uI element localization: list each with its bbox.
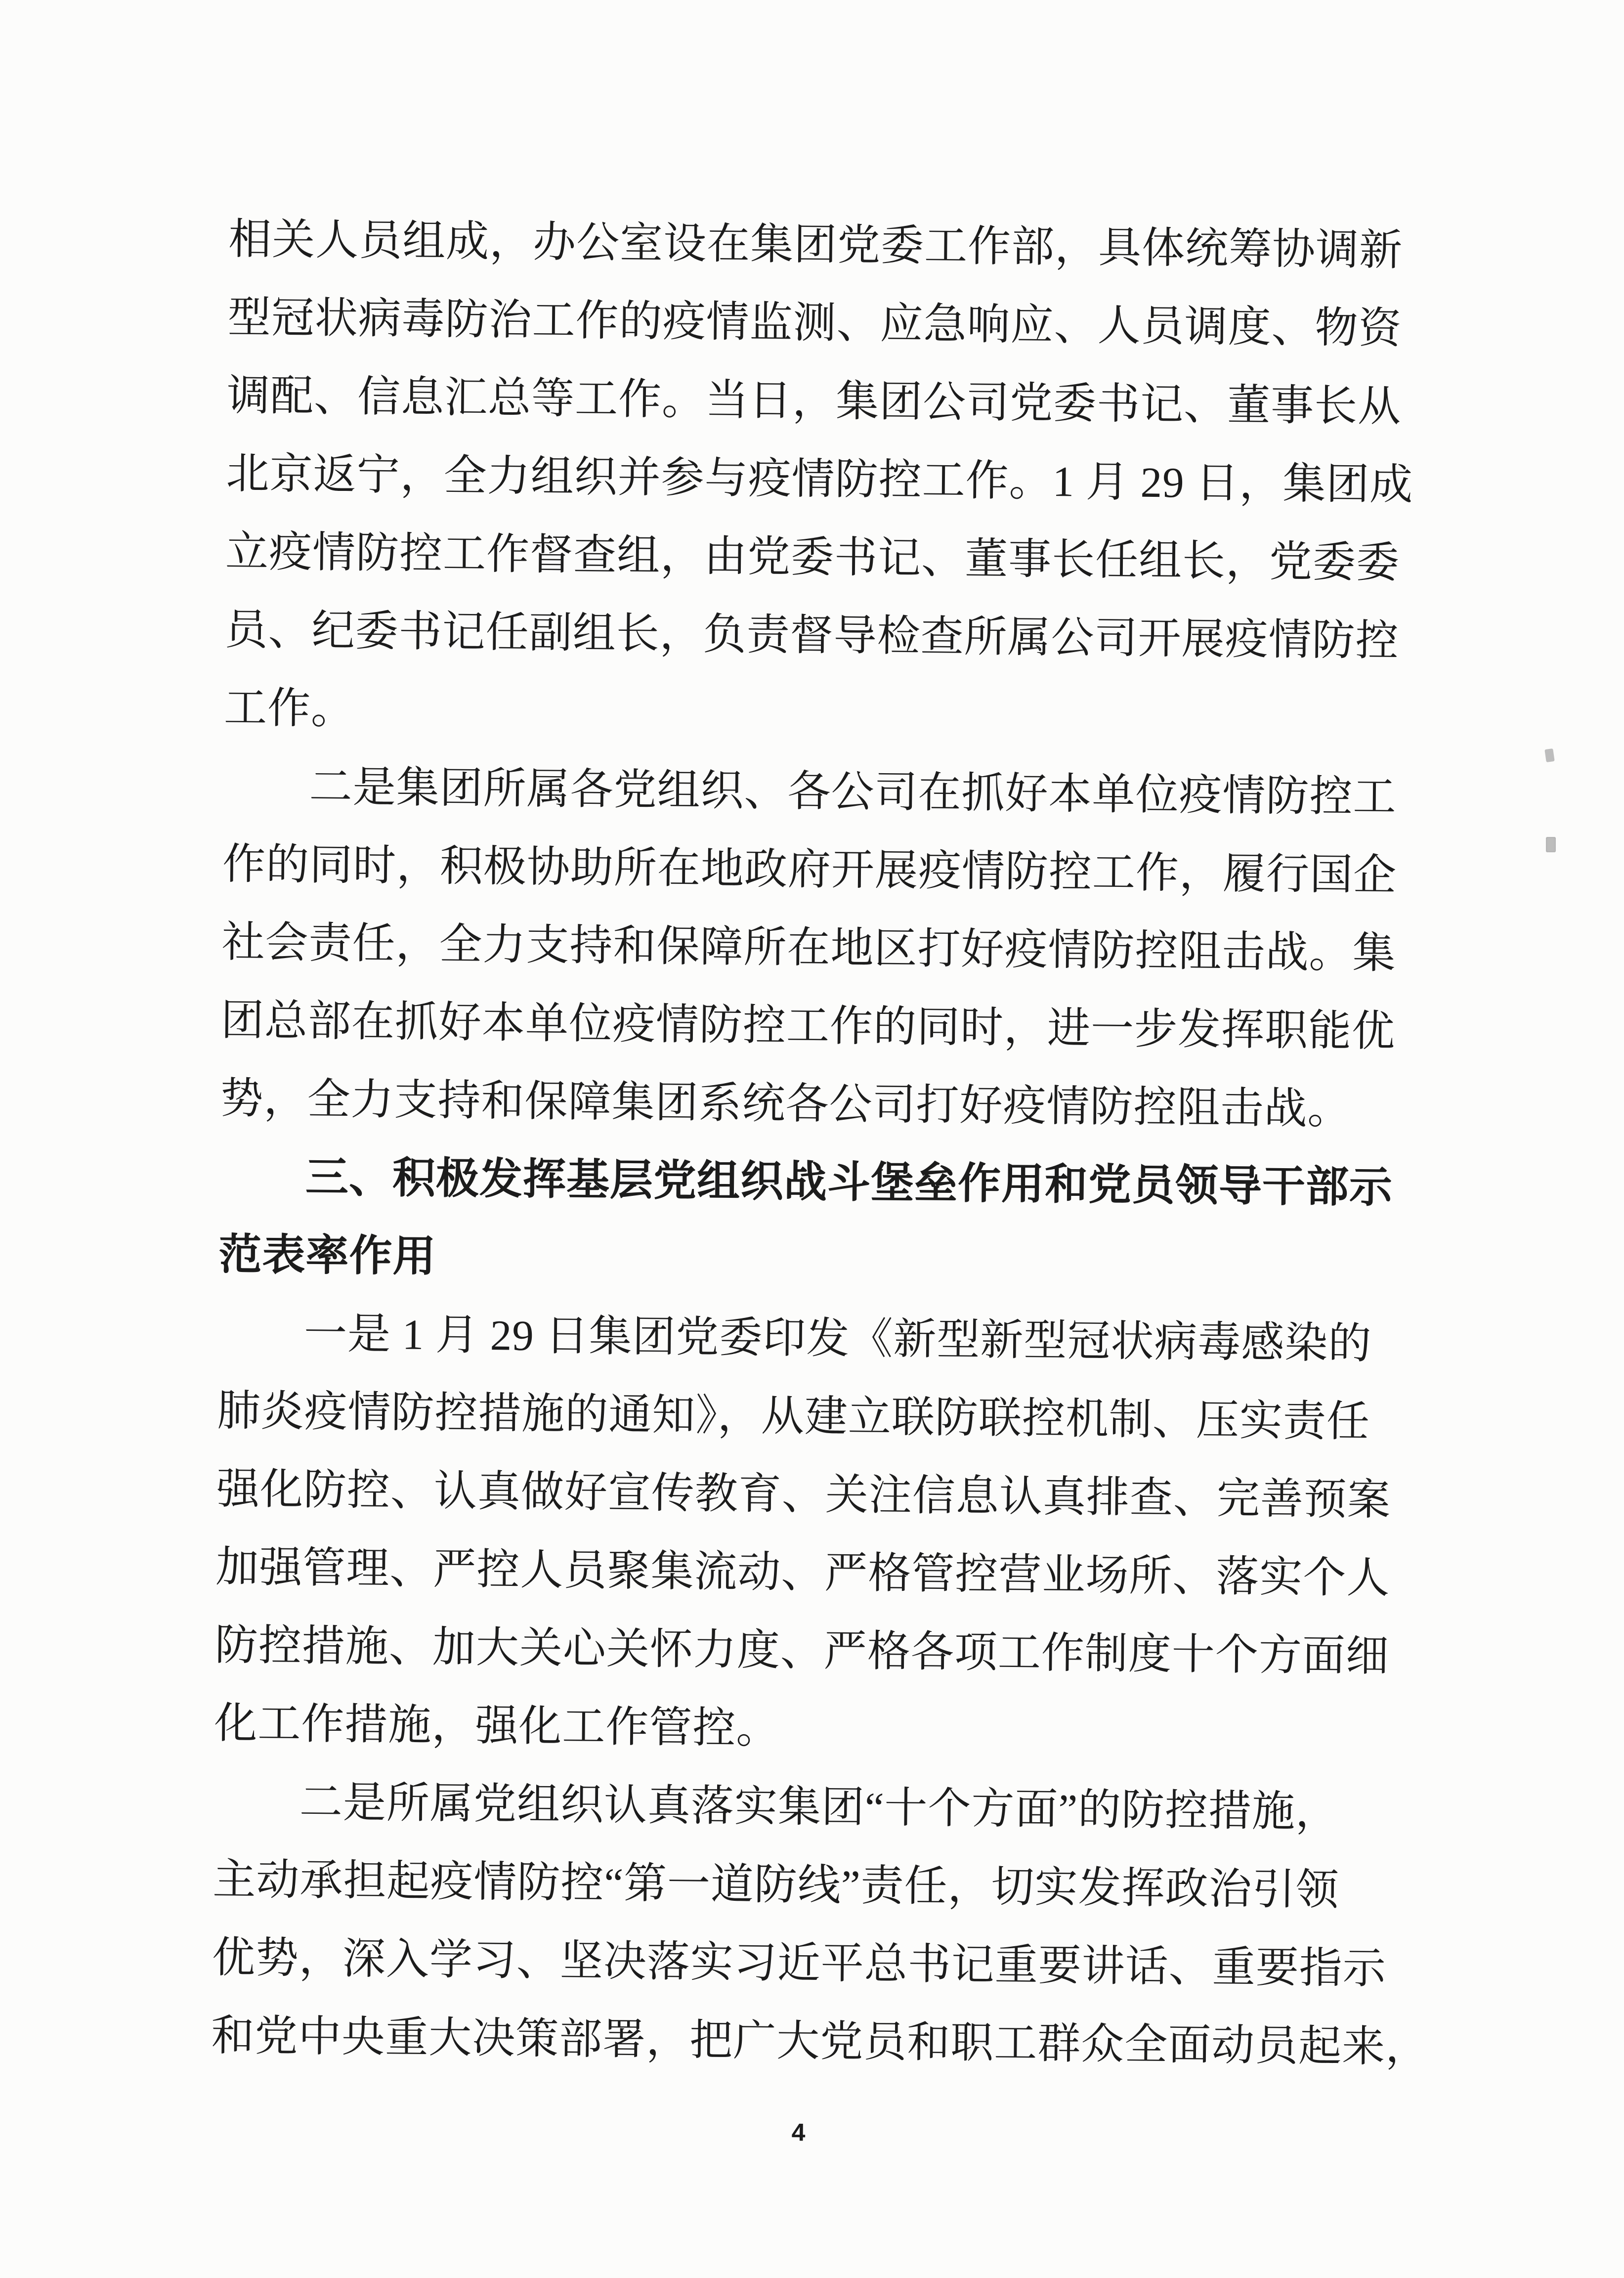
text-line: 社会责任，全力支持和保障所在地区打好疫情防控阻击战。集	[221, 918, 1396, 977]
text-line: 工作。	[223, 683, 355, 733]
text-line: 加强管理、严控人员聚集流动、严格管控营业场所、落实个人	[215, 1542, 1390, 1602]
body-text	[211, 200, 1429, 2086]
text-line: 强化防控、认真做好宣传教育、关注信息认真排查、完善预案	[216, 1464, 1391, 1524]
text-line: 立疫情防控工作督查组，由党委书记、董事长任组长，党委委	[225, 527, 1400, 587]
scan-smudge-icon	[1546, 837, 1556, 852]
text-line: 势，全力支持和保障集团系统各公司打好疫情防控阻击战。	[220, 1074, 1351, 1133]
page-number: 4	[791, 2118, 806, 2147]
text-line: 和党中央重大决策部署，把广大党员和职工群众全面动员起来，	[211, 2011, 1429, 2071]
text-line: 作的同时，积极协助所在地政府开展疫情防控工作，履行国企	[222, 839, 1397, 899]
text-line: 肺炎疫情防控措施的通知》，从建立联防联控机制、压实责任	[217, 1386, 1370, 1446]
text-line: 二是所属党组织认真落实集团“十个方面”的防控措施，	[299, 1778, 1339, 1836]
text-line: 优势，深入学习、坚决落实习近平总书记重要讲话、重要指示	[212, 1933, 1387, 1993]
text-line: 化工作措施，强化工作管控。	[214, 1699, 780, 1752]
section-heading-line: 三、积极发挥基层党组织战斗堡垒作用和党员领导干部示	[305, 1153, 1393, 1212]
text-line: 主动承担起疫情防控“第一道防线”责任，切实发挥政治引领	[212, 1855, 1339, 1914]
text-line: 相关人员组成，办公室设在集团党委工作部，具体统筹协调新	[228, 215, 1403, 274]
text-line: 团总部在抓好本单位疫情防控工作的同时，进一步发挥职能优	[220, 996, 1396, 1055]
text-line: 调配、信息汇总等工作。当日，集团公司党委书记、董事长从	[226, 371, 1402, 431]
page-text-block	[211, 200, 1429, 2147]
text-line: 员、纪委书记任副组长，负责督导检查所属公司开展疫情防控	[224, 605, 1400, 665]
text-line: 型冠状病毒防治工作的疫情监测、应急响应、人员调度、物资	[227, 293, 1403, 352]
section-heading-line: 范表率作用	[218, 1230, 436, 1281]
scan-smudge-icon	[1544, 748, 1554, 762]
text-line: 防控措施、加大关心关怀力度、严格各项工作制度十个方面细	[214, 1621, 1390, 1680]
text-line: 二是集团所属各党组织、各公司在抓好本单位疫情防控工	[309, 762, 1397, 821]
text-line: 一是 1 月 29 日集团党委印发《新型新型冠状病毒感染的	[303, 1309, 1372, 1368]
text-line: 北京返宁，全力组织并参与疫情防控工作。1 月 29 日，集团成	[226, 449, 1413, 509]
